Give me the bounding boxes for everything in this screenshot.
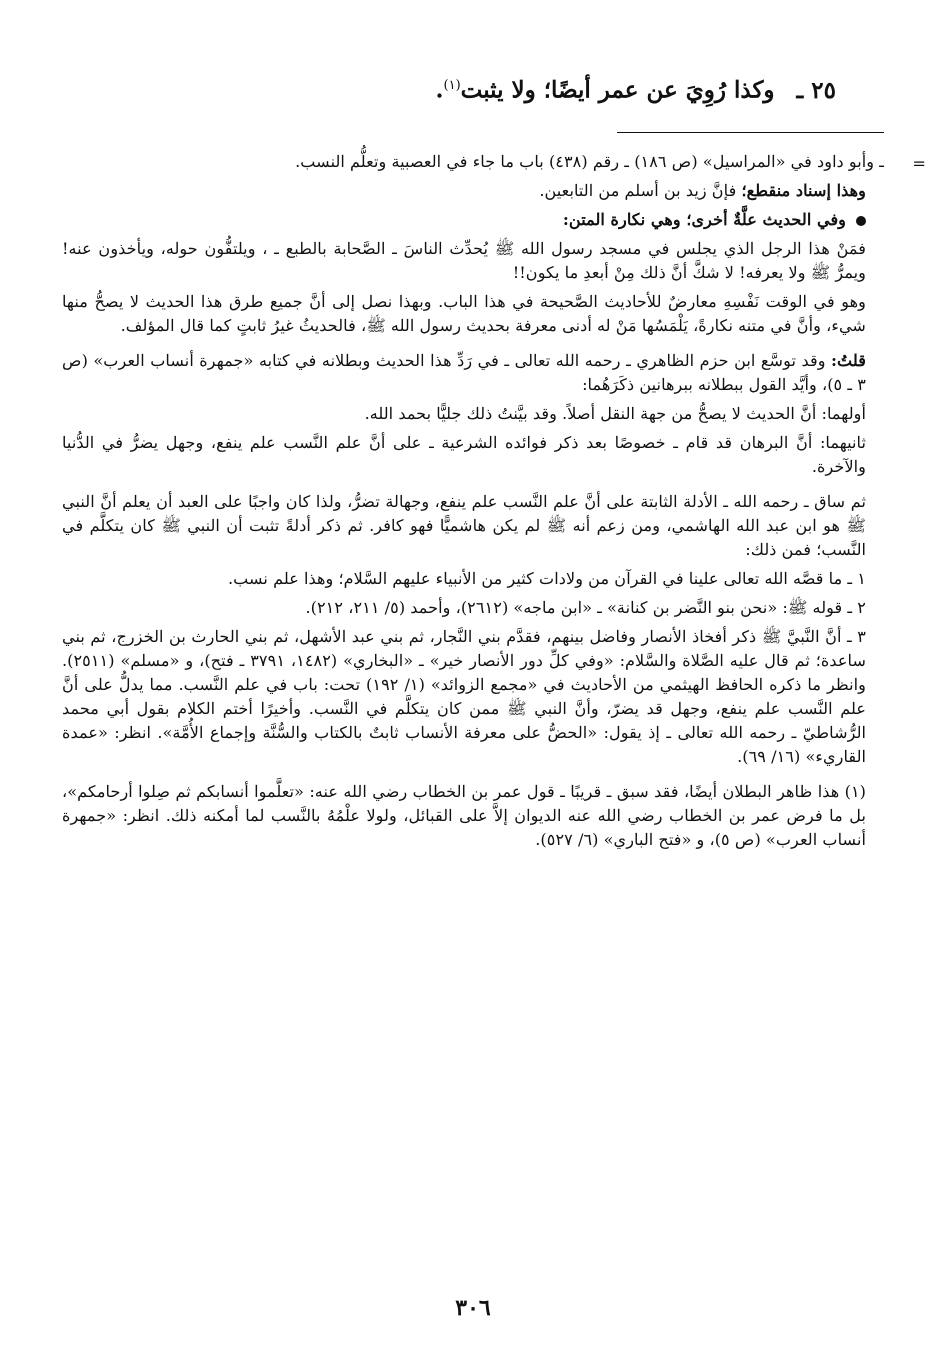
entry-end: . bbox=[435, 76, 444, 104]
page-number: ٣٠٦ bbox=[455, 1295, 491, 1321]
note-text: وقد توسَّع ابن حزم الظاهري ـ رحمه الله تعالى ـ في رَدِّ هذا الحديث وبطلانه في كتابه «جمهرة أنساب العرب» (ص ٣ ـ ٥)، وأيَّد القول ببطلانه ببرهانين ذكَرَهُما: bbox=[62, 351, 866, 394]
note-bold-text: قلتُ: bbox=[831, 351, 866, 370]
hadith-entry bbox=[60, 66, 836, 111]
footnote-separator bbox=[617, 132, 884, 133]
book-page bbox=[60, 0, 926, 1372]
footnotes bbox=[62, 150, 926, 857]
note-paragraph-3 bbox=[62, 208, 884, 232]
note-paragraph-9: ثم ساق ـ رحمه الله ـ الأدلة الثابتة على أنَّ علم النَّسب علم ينفع، وجهالة تضرُّ، ولذا كان واجبًا على العبد أن يعلم أنَّ النبي ﷺ هو ابن عبد الله الهاشمي، ومن زعم أنه ﷺ لم يكن هاشميًّا فهو كافر. ثم ذكر أدلةً تثبت أن النبي ﷺ كان يتكلَّم في النَّسب؛ فمن ذلك: bbox=[62, 492, 866, 559]
note-paragraph-12: ٣ ـ أنَّ النَّبيَّ ﷺ ذكر أفخاذ الأنصار وفاضل بينهم، فقدَّم بني النَّجار، ثم بني عبد الأشهل، ثم بني الحارث بن الخزرج، ثم بني ساعدة؛ ثم قال عليه الصَّلاة والسَّلام: «وفي كلِّ دور الأنصار خير» ـ «البخاري» (١٤٨٢، ٣٧٩١ ـ فتح)، و «مسلم» (٢٥١١). وانظر ما ذكره الحافظ الهيثمي من الأحاديث في «مجمع الزوائد» (١/ ١٩٢) تحت: باب في علم النَّسب. مما يدلُّ على أنَّ علم النَّسب علم ينفع، وجهل قد يضرّ، وأنَّ النبي ﷺ ممن كان يتكلَّم في النَّسب. وأخيرًا أختم الكلام بقول أبي محمد الرُّشاطيّ ـ رحمه الله تعالى ـ إذ يقول: «الحضُّ على معرفة الأنساب ثابتٌ بالكتاب والسُّنَّة وإجماع الأُمَّة». انظر: «عمدة القاريء» (١٦/ ٦٩). bbox=[62, 627, 867, 766]
note-paragraph-10: ١ ـ ما قصَّه الله تعالى علينا في القرآن من ولادات كثير من الأنبياء عليهم السَّلام؛ وهذا علم نسب. bbox=[227, 569, 866, 588]
continuation-mark: = bbox=[912, 154, 926, 173]
note-paragraph-6 bbox=[62, 349, 884, 397]
footnote-reference: (١) bbox=[443, 78, 461, 93]
note-paragraph-5: وهو في الوقت نَفْسِهِ معارضٌ للأحاديث الصَّحيحة في هذا الباب. وبهذا نصل إلى أنَّ جميع طرق هذا الحديث لا يصحُّ منها شيء، وأنَّ في متنه نكارةً، يَلْمَسُها مَنْ له أدنى معرفة بحديث رسول الله ﷺ، فالحديثُ غيرُ ثابتٍ كما قال المؤلف. bbox=[62, 292, 866, 335]
entry-text: وكذا رُوِيَ عن عمر أيضًا؛ ولا يثبت bbox=[460, 76, 775, 104]
note-paragraph-8: ثانيهما: أنَّ البرهان قد قام ـ خصوصًا بعد ذكر فوائده الشرعية ـ على أنَّ علم النَّسب علم ينفع، وجهل يضرُّ في الدُّنيا والآخرة. bbox=[62, 433, 866, 476]
note-paragraph-13: (١) هذا ظاهر البطلان أيضًا، فقد سبق ـ قريبًا ـ قول عمر بن الخطاب رضي الله عنه: «تعلَّموا أنسابكم ثم صِلوا أرحامكم»، بل ما فرض عمر بن الخطاب رضي الله عنه الديوان إلاَّ على القبائل، ولولا علْمُهُ بالنَّسب لما أمكنه ذلك. انظر: «جمهرة أنساب العرب» (ص ٥)، و «فتح الباري» (٦/ ٥٢٧). bbox=[62, 782, 866, 849]
entry-number: ٢٥ ـ bbox=[796, 76, 836, 104]
note-paragraph-11: ٢ ـ قوله ﷺ: «نحن بنو النَّضر بن كنانة» ـ «ابن ماجه» (٢٦١٢)، وأحمد (٥/ ٢١١، ٢١٢). bbox=[305, 598, 866, 617]
note-paragraph-1: ـ وأبو داود في «المراسيل» (ص ١٨٦) ـ رقم (٤٣٨) باب ما جاء في العصبية وتعلُّم النسب. bbox=[295, 152, 884, 171]
note-paragraph-4: فمَنْ هذا الرجل الذي يجلس في مسجد رسول الله ﷺ يُحدِّث الناسَ ـ الصَّحابة بالطبع ـ ، ويلتفُّون حوله، ويأخذون عنه! ويمرُّ ﷺ ولا يعرفه! لا شكَّ أنَّ ذلك مِنْ أبعدِ ما يكون!! bbox=[62, 239, 866, 282]
note-bold-text: وفي الحديث علَّةٌ أخرى؛ وهي نكارة المتن: bbox=[562, 210, 846, 229]
bullet-icon bbox=[856, 216, 866, 226]
note-bold-text: وهذا إسناد منقطع؛ bbox=[741, 181, 866, 200]
note-paragraph-2 bbox=[62, 179, 884, 203]
note-paragraph-7: أولهما: أنَّ الحديث لا يصحُّ من جهة النقل أصلاً. وقد بيَّنتُ ذلك جليًّا بحمد الله. bbox=[364, 404, 866, 423]
note-text: فإنَّ زيد بن أسلم من التابعين. bbox=[539, 181, 742, 200]
